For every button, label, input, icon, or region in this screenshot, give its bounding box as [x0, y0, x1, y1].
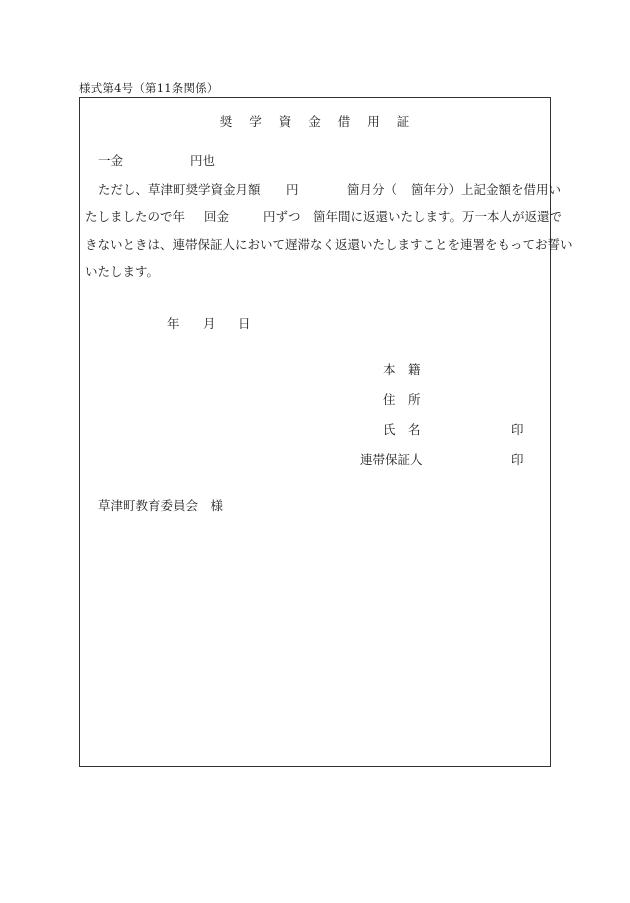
body-line1-b: 円: [286, 182, 299, 197]
date-year: 年: [167, 316, 180, 331]
title-char: 用: [367, 114, 381, 129]
document-frame: [79, 97, 573, 767]
title-char: 証: [396, 114, 411, 129]
title-char: 借: [337, 114, 352, 129]
amount-prefix: 一金: [98, 153, 124, 168]
title-char: 学: [249, 114, 263, 129]
body-line2-c: 円ずつ 箇年間に返還いたします。万一本人が返還で: [263, 209, 563, 224]
guarantor-seal-mark: 印: [511, 452, 524, 467]
form-number: 様式第4号（第11条関係）: [79, 81, 219, 95]
name-label: 氏 名: [383, 422, 421, 437]
addressee: 草津町教育委員会 様: [98, 498, 224, 513]
body-line4: いたします。: [85, 264, 160, 279]
date-month: 月: [203, 316, 216, 331]
seal-mark: 印: [511, 422, 524, 437]
title-char: 金: [308, 114, 322, 129]
body-line2-b: 回金: [204, 209, 230, 224]
domicile-label: 本 籍: [383, 362, 421, 377]
body-line2-a: たしましたので年: [85, 209, 186, 224]
document-title: [80, 112, 550, 130]
address-label: 住 所: [383, 392, 421, 407]
body-line1-c: 箇月分（: [347, 182, 398, 197]
body-line3: きないときは、連帯保証人において遅滞なく返還いたしますことを連署をもってお誓い: [85, 237, 573, 252]
body-line1-d: 箇年分）上記金額を借用い: [411, 182, 562, 197]
date-day: 日: [238, 316, 251, 331]
body-line1-a: ただし、草津町奨学資金月額: [98, 182, 261, 197]
guarantor-label: 連帯保証人: [360, 452, 423, 467]
title-char: 奨: [219, 114, 234, 129]
amount-suffix: 円也: [190, 153, 216, 168]
title-char: 資: [278, 114, 293, 129]
